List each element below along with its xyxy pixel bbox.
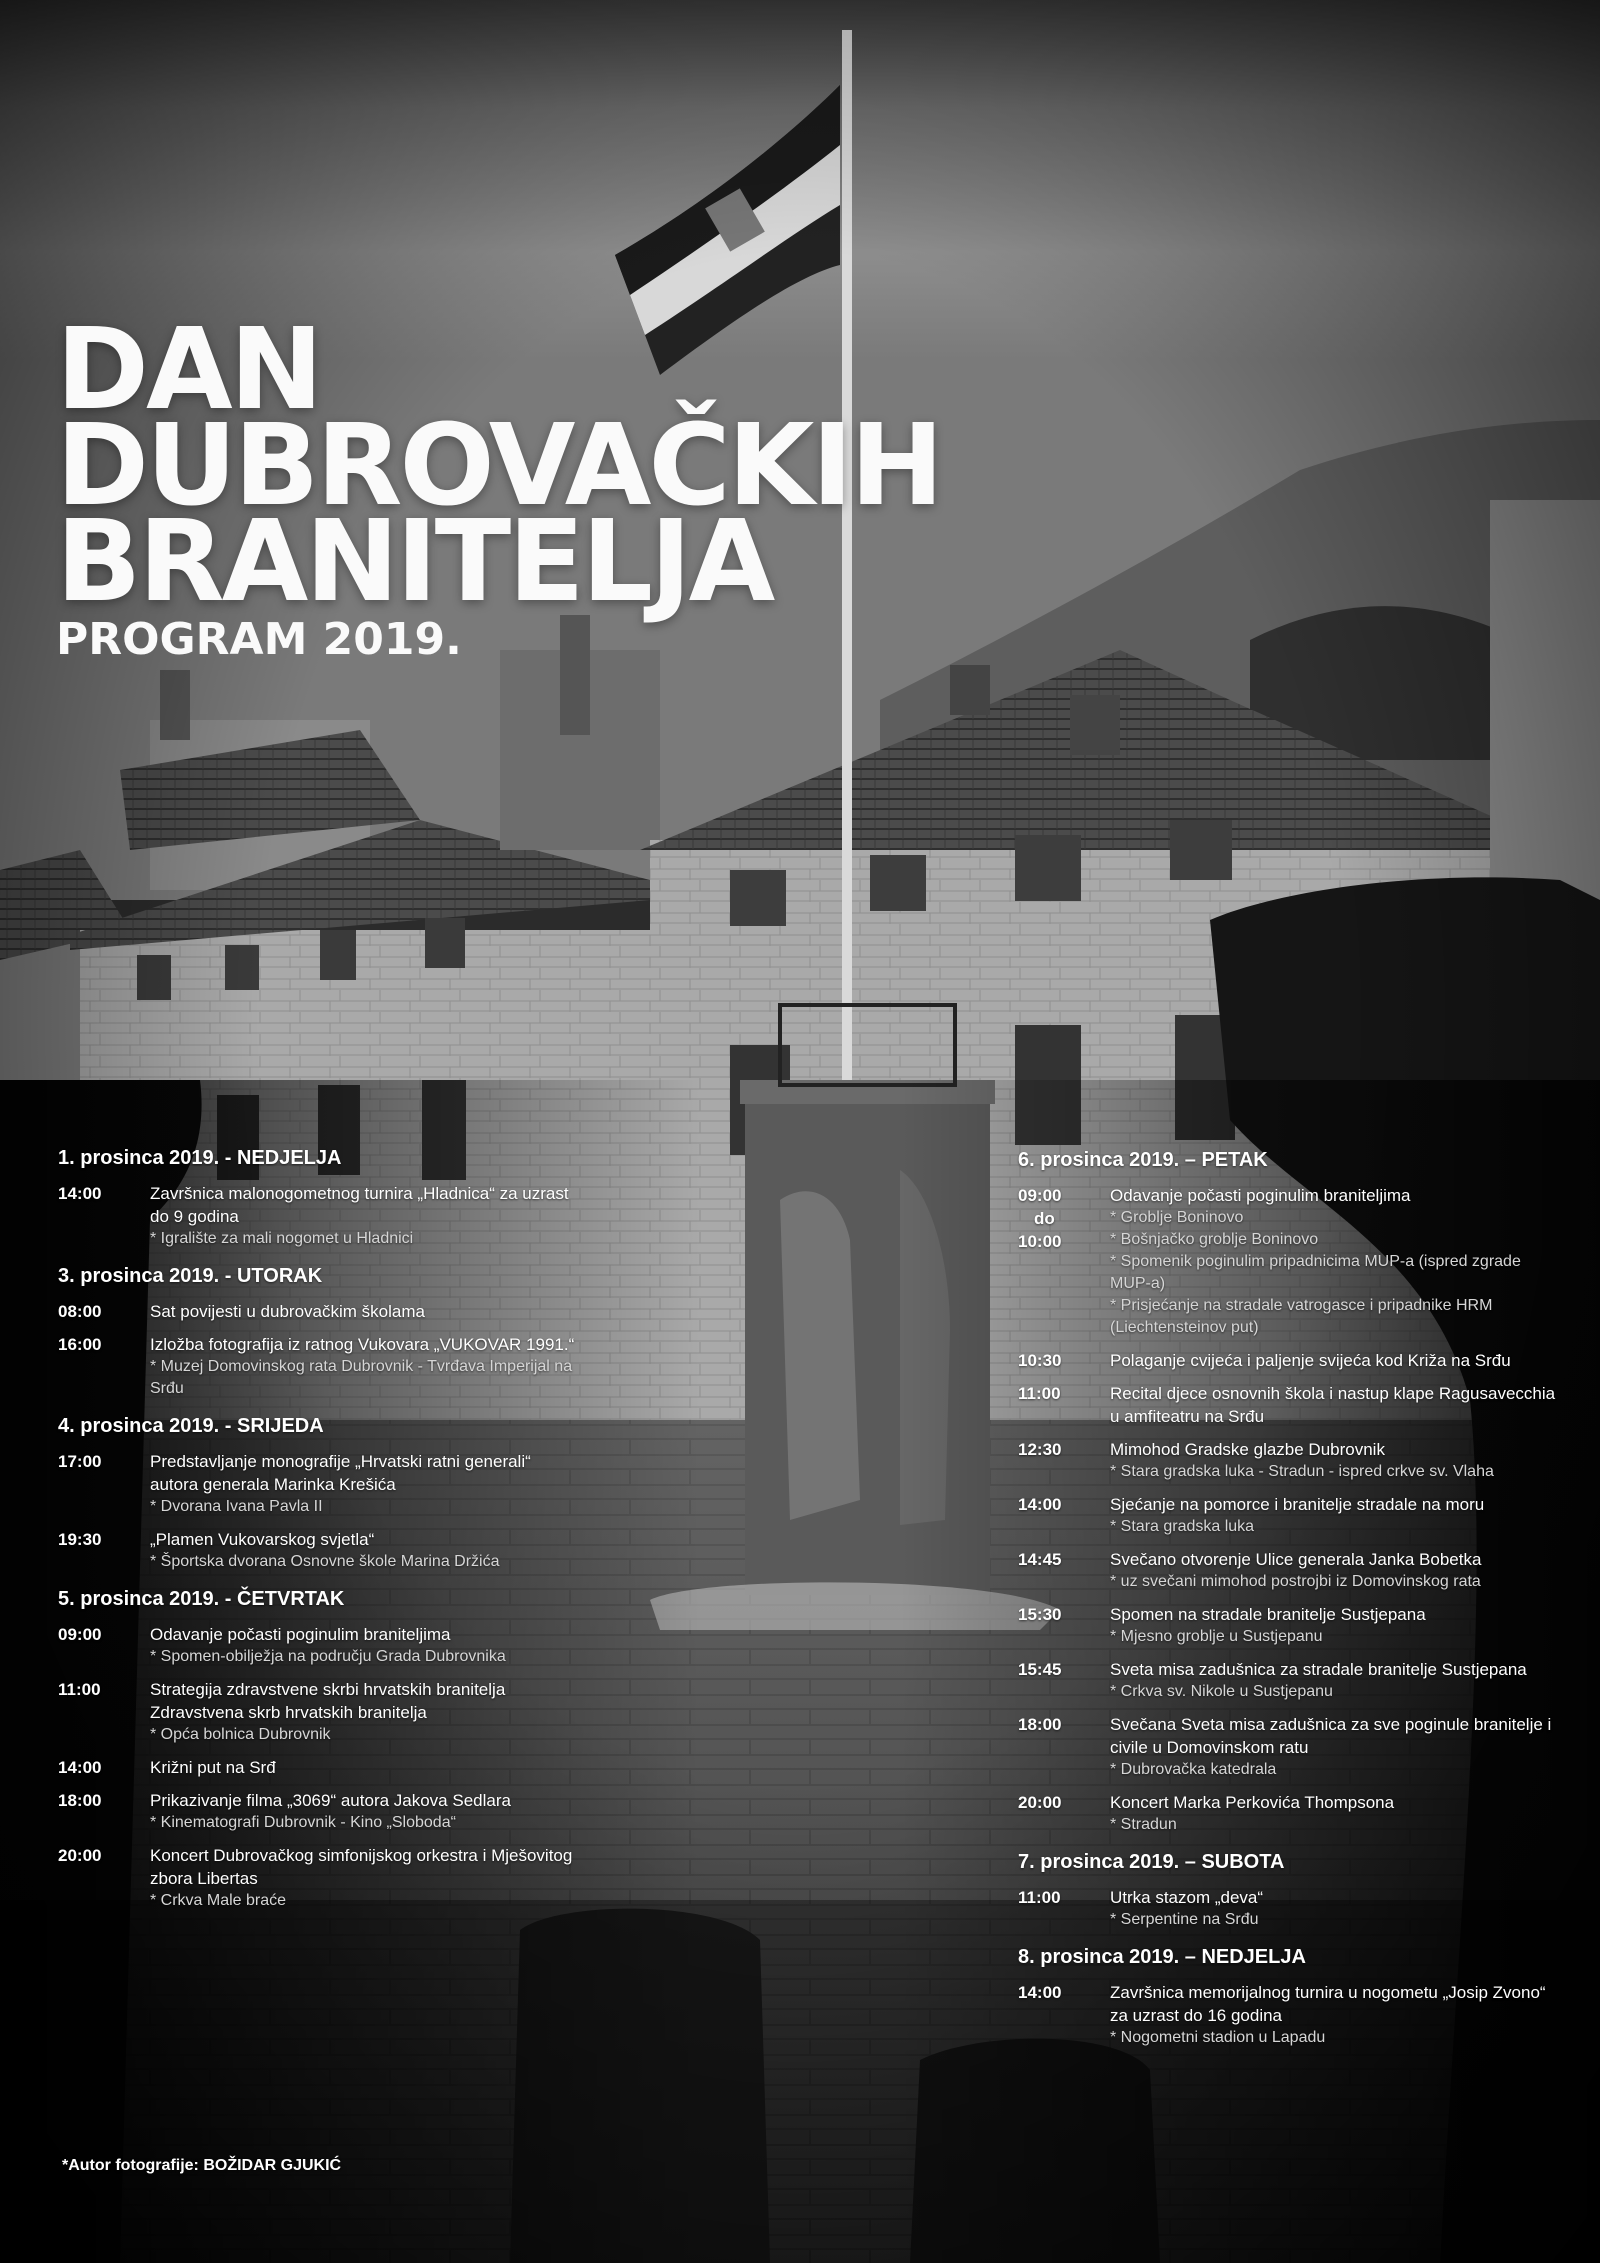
event-time-start: 18:00	[1018, 1715, 1062, 1734]
schedule-event	[58, 1182, 578, 1250]
event-body	[150, 1756, 578, 1779]
day-heading: 3. prosinca 2019. - UTORAK	[58, 1265, 323, 1287]
event-title: Odavanje počasti poginulim braniteljima	[150, 1625, 451, 1644]
event-location: * Muzej Domovinskog rata Dubrovnik - Tvrđava Imperijal na Srđu	[150, 1358, 573, 1397]
event-location: * uz svečani mimohod postrojbi iz Domovinskog rata	[1110, 1573, 1481, 1590]
event-body	[1110, 1658, 1558, 1703]
event-title: Mimohod Gradske glazbe Dubrovnik	[1110, 1440, 1385, 1459]
event-time	[1018, 1713, 1110, 1781]
event-title: Sveta misa zadušnica za stradale branitelje Sustjepana	[1110, 1660, 1527, 1679]
event-location: * Igralište za mali nogomet u Hladnici	[150, 1230, 414, 1247]
schedule-event	[1018, 1886, 1558, 1931]
event-body	[1110, 1184, 1558, 1339]
schedule-event	[1018, 1548, 1558, 1593]
event-time-start: 16:00	[58, 1335, 102, 1354]
event-title: Polaganje cvijeća i paljenje svijeća kod Križa na Srđu	[1110, 1351, 1511, 1370]
event-time-separator: do	[1034, 1209, 1055, 1228]
event-location: * Dubrovačka katedrala	[1110, 1761, 1277, 1778]
event-body	[150, 1528, 578, 1573]
event-time	[1018, 1349, 1110, 1372]
title-line: DAN	[56, 305, 321, 435]
event-location: * Spomen-obilježja na području Grada Dubrovnika	[150, 1648, 506, 1665]
photo-credit: *Autor fotografije: BOŽIDAR GJUKIĆ	[62, 2157, 342, 2174]
event-time	[58, 1528, 150, 1573]
event-time-start: 14:00	[1018, 1495, 1062, 1514]
event-title: Prikazivanje filma „3069“ autora Jakova Sedlara	[150, 1791, 511, 1810]
event-location: * Bošnjačko groblje Boninovo	[1110, 1231, 1319, 1248]
event-title: Svečana Sveta misa zadušnica za sve poginule branitelje i civile u Domovinskom ratu	[1110, 1715, 1552, 1757]
schedule-event	[58, 1450, 578, 1518]
event-time-start: 10:30	[1018, 1351, 1062, 1370]
schedule-event	[1018, 1658, 1558, 1703]
event-body	[1110, 1603, 1558, 1648]
event-time	[1018, 1184, 1110, 1339]
event-body	[150, 1844, 578, 1912]
event-title: Završnica memorijalnog turnira u nogometu „Josip Zvono“ za uzrast do 16 godina	[1110, 1983, 1546, 2025]
event-location: * Opća bolnica Dubrovnik	[150, 1726, 331, 1743]
event-title: „Plamen Vukovarskog svjetla“	[150, 1530, 375, 1549]
event-time	[1018, 1493, 1110, 1538]
event-location: * Stradun	[1110, 1816, 1177, 1833]
event-location: * Spomenik poginulim pripadnicima MUP-a (ispred zgrade MUP-a)	[1110, 1253, 1521, 1292]
event-location: * Kinematografi Dubrovnik - Kino „Sloboda“	[150, 1814, 456, 1831]
event-time	[58, 1844, 150, 1912]
day-heading: 6. prosinca 2019. – PETAK	[1018, 1149, 1268, 1171]
event-time-start: 15:30	[1018, 1605, 1062, 1624]
schedule-day	[1018, 1148, 1558, 1836]
schedule-event	[58, 1756, 578, 1779]
event-location: * Stara gradska luka - Stradun - ispred crkve sv. Vlaha	[1110, 1463, 1494, 1480]
event-body	[150, 1678, 578, 1746]
event-body	[1110, 1886, 1558, 1931]
event-location: * Crkva sv. Nikole u Sustjepanu	[1110, 1683, 1333, 1700]
event-body	[150, 1333, 578, 1400]
schedule-event	[1018, 1382, 1558, 1428]
event-time	[1018, 1548, 1110, 1593]
title-line: DUBROVAČKIH	[56, 401, 941, 531]
event-title: Izložba fotografija iz ratnog Vukovara „VUKOVAR 1991.“	[150, 1335, 575, 1354]
event-body	[150, 1623, 578, 1668]
schedule-event	[58, 1789, 578, 1834]
event-location: * Prisjećanje na stradale vatrogasce i pripadnike HRM (Liechtensteinov put)	[1110, 1297, 1493, 1336]
event-body	[1110, 1791, 1558, 1836]
event-body	[1110, 1438, 1558, 1483]
event-title: Strategija zdravstvene skrbi hrvatskih branitelja Zdravstvena skrb hrvatskih branitelja	[150, 1680, 506, 1722]
event-time-start: 08:00	[58, 1302, 102, 1321]
event-time	[58, 1450, 150, 1518]
schedule-event	[1018, 1981, 1558, 2049]
day-heading: 8. prosinca 2019. – NEDJELJA	[1018, 1946, 1306, 1968]
event-time-start: 17:00	[58, 1452, 102, 1471]
day-heading: 5. prosinca 2019. - ČETVRTAK	[58, 1588, 345, 1610]
schedule-event	[58, 1528, 578, 1573]
event-time	[58, 1182, 150, 1250]
event-time-start: 11:00	[1018, 1888, 1061, 1907]
event-time	[1018, 1603, 1110, 1648]
day-heading: 4. prosinca 2019. - SRIJEDA	[58, 1415, 324, 1437]
event-location: * Stara gradska luka	[1110, 1518, 1255, 1535]
event-location: * Groblje Boninovo	[1110, 1209, 1244, 1226]
event-location: * Nogometni stadion u Lapadu	[1110, 2029, 1326, 2046]
event-time	[58, 1300, 150, 1323]
event-time	[1018, 1438, 1110, 1483]
schedule-day	[58, 1414, 578, 1573]
title-line: BRANITELJA	[56, 497, 773, 627]
schedule-event	[58, 1844, 578, 1912]
schedule-event	[1018, 1713, 1558, 1781]
event-title: Križni put na Srđ	[150, 1758, 276, 1777]
schedule-day	[58, 1146, 578, 1250]
day-heading: 7. prosinca 2019. – SUBOTA	[1018, 1851, 1285, 1873]
day-heading: 1. prosinca 2019. - NEDJELJA	[58, 1147, 342, 1169]
event-title: Svečano otvorenje Ulice generala Janka Bobetka	[1110, 1550, 1482, 1569]
event-time-start: 09:00	[1018, 1186, 1062, 1205]
schedule-day	[1018, 1850, 1558, 1931]
event-time	[58, 1678, 150, 1746]
poster-title-block	[56, 305, 941, 666]
event-time-start: 11:00	[1018, 1384, 1061, 1403]
event-time	[1018, 1981, 1110, 2049]
program-subtitle: PROGRAM 2019.	[56, 614, 462, 665]
schedule-event	[58, 1333, 578, 1400]
event-time-start: 15:45	[1018, 1660, 1062, 1679]
event-title: Koncert Marka Perkovića Thompsona	[1110, 1793, 1395, 1812]
schedule-event	[1018, 1493, 1558, 1538]
event-location: * Crkva Male braće	[150, 1892, 287, 1909]
event-title: Završnica malonogometnog turnira „Hladnica“ za uzrast do 9 godina	[150, 1184, 569, 1226]
event-time-start: 14:00	[58, 1184, 102, 1203]
event-time	[1018, 1658, 1110, 1703]
event-body	[1110, 1349, 1558, 1372]
event-location: * Serpentine na Srđu	[1110, 1911, 1259, 1928]
schedule-day	[58, 1264, 578, 1400]
event-body	[1110, 1981, 1558, 2049]
event-title: Spomen na stradale branitelje Sustjepana	[1110, 1605, 1426, 1624]
event-time-start: 14:45	[1018, 1550, 1062, 1569]
event-title: Recital djece osnovnih škola i nastup klape Ragusavecchia u amfiteatru na Srđu	[1110, 1384, 1556, 1426]
event-time-end: 10:00	[1018, 1232, 1062, 1251]
event-time-start: 11:00	[58, 1680, 101, 1699]
event-time	[58, 1789, 150, 1834]
event-body	[150, 1789, 578, 1834]
event-body	[150, 1182, 578, 1250]
event-location: * Mjesno groblje u Sustjepanu	[1110, 1628, 1323, 1645]
event-time-start: 20:00	[58, 1846, 102, 1865]
event-time-start: 19:30	[58, 1530, 102, 1549]
event-time	[1018, 1791, 1110, 1836]
event-time	[58, 1756, 150, 1779]
event-time	[58, 1333, 150, 1400]
event-time	[58, 1623, 150, 1668]
schedule-right-column	[1018, 1148, 1558, 2063]
schedule-event	[58, 1623, 578, 1668]
schedule-day	[1018, 1945, 1558, 2049]
event-location: * Dvorana Ivana Pavla II	[150, 1498, 323, 1515]
event-time-start: 20:00	[1018, 1793, 1062, 1812]
schedule-event	[1018, 1791, 1558, 1836]
event-title: Utrka stazom „deva“	[1110, 1888, 1264, 1907]
event-time-start: 18:00	[58, 1791, 102, 1810]
event-time-start: 14:00	[1018, 1983, 1062, 2002]
event-location: * Športska dvorana Osnovne škole Marina Držića	[150, 1553, 500, 1570]
event-title: Sjećanje na pomorce i branitelje stradale na moru	[1110, 1495, 1485, 1514]
event-title: Predstavljanje monografije „Hrvatski ratni generali“ autora generala Marinka Krešića	[150, 1452, 531, 1494]
event-title: Koncert Dubrovačkog simfonijskog orkestra i Mješovitog zbora Libertas	[150, 1846, 573, 1888]
event-title: Odavanje počasti poginulim braniteljima	[1110, 1186, 1411, 1205]
event-body	[1110, 1493, 1558, 1538]
event-title: Sat povijesti u dubrovačkim školama	[150, 1302, 425, 1321]
event-body	[150, 1450, 578, 1518]
event-time	[1018, 1886, 1110, 1931]
schedule-event	[1018, 1349, 1558, 1372]
schedule-event	[58, 1300, 578, 1323]
event-time	[1018, 1382, 1110, 1428]
schedule-event	[1018, 1184, 1558, 1339]
schedule-event	[1018, 1603, 1558, 1648]
event-body	[1110, 1382, 1558, 1428]
schedule-event	[1018, 1438, 1558, 1483]
event-time-start: 09:00	[58, 1625, 102, 1644]
schedule-left-column	[58, 1146, 578, 1926]
event-time-start: 14:00	[58, 1758, 102, 1777]
event-body	[150, 1300, 578, 1323]
event-body	[1110, 1548, 1558, 1593]
event-body	[1110, 1713, 1558, 1781]
schedule-day	[58, 1587, 578, 1912]
schedule-event	[58, 1678, 578, 1746]
event-time-start: 12:30	[1018, 1440, 1062, 1459]
